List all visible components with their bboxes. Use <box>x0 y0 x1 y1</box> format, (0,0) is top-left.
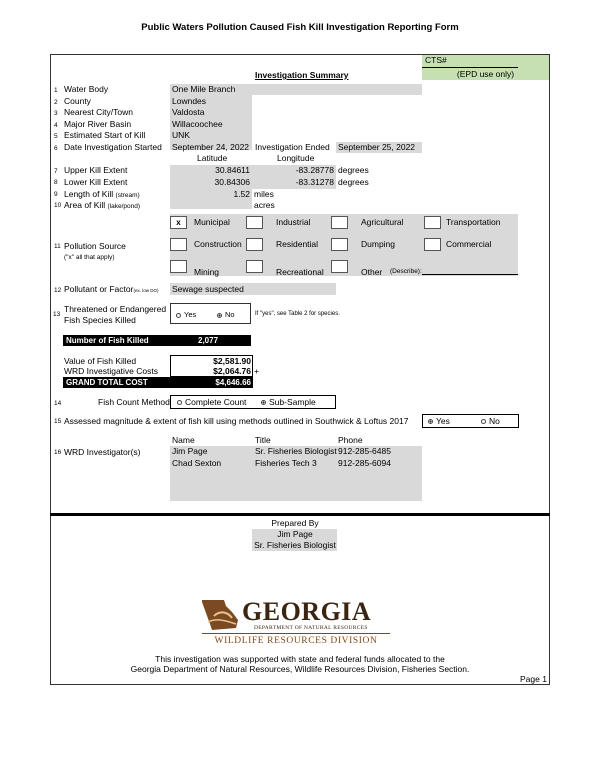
pollutant-value: Sewage suspected <box>172 284 244 294</box>
other-line <box>422 274 518 275</box>
magnitude-no[interactable] <box>481 416 500 427</box>
prepared-name: Jim Page <box>277 529 313 539</box>
area-unit: acres <box>254 200 275 210</box>
field-label: Major River Basin <box>64 118 132 129</box>
pollution-checkbox[interactable] <box>246 216 263 229</box>
field-label: Estimated Start of Kill <box>64 130 146 140</box>
pollution-label: Pollution Source <box>64 241 126 251</box>
latitude-label: Latitude <box>197 153 228 163</box>
field-value: Valdosta <box>172 107 205 117</box>
count-method-label: Fish Count Method <box>98 397 170 407</box>
row-number: 14 <box>54 400 62 407</box>
row-number: 4 <box>54 121 58 129</box>
pollution-checkbox[interactable] <box>246 238 263 251</box>
epd-note: (EPD use only) <box>456 69 515 79</box>
count-subsample-label: Sub-Sample <box>269 397 316 407</box>
field-value: Willacoochee <box>172 118 223 129</box>
investigator-name: Chad Sexton <box>172 458 222 468</box>
value-label: Value of Fish Killed <box>64 356 137 366</box>
row-number: 12 <box>54 287 62 294</box>
georgia-logo <box>198 598 394 650</box>
length-sub: (stream) <box>115 192 140 199</box>
area-label <box>64 200 140 212</box>
footer-line-2: Georgia Department of Natural Resources, Wildlife Resources Division, Fisheries Section. <box>130 664 470 674</box>
pollution-option-label: Recreational <box>276 267 324 277</box>
georgia-map-icon <box>198 598 240 634</box>
magnitude-label: Assessed magnitude & extent of fish kill using methods outlined in Southwick & Loftus 2017 <box>64 416 409 426</box>
pollution-option-label: Residential <box>276 239 319 249</box>
radio-icon <box>177 400 182 405</box>
form-title: Public Waters Pollution Caused Fish Kill Investigation Reporting Form <box>141 22 459 33</box>
pollution-checkbox[interactable] <box>331 238 348 251</box>
prepared-title: Sr. Fisheries Biologist <box>254 540 336 550</box>
row-number: 11 <box>54 243 61 250</box>
endangered-no-label: No <box>225 310 235 319</box>
radio-icon <box>481 419 486 424</box>
cts-label: CTS# <box>425 55 447 65</box>
grand-total-amount: $4,646.66 <box>215 378 251 387</box>
row-number: 5 <box>54 133 58 140</box>
endangered-yes-label: Yes <box>184 310 197 319</box>
value-amount: $2,581.90 <box>213 356 251 366</box>
logo-division: WILDLIFE RESOURCES DIVISION <box>214 636 378 646</box>
upper-unit: degrees <box>338 165 369 175</box>
row-number: 8 <box>54 179 58 186</box>
pollution-checkbox[interactable]: x <box>170 216 187 229</box>
fish-killed-value: 2,077 <box>198 336 219 345</box>
row-number: 15 <box>54 418 62 425</box>
logo-word: GEORGIA <box>242 597 372 626</box>
area-label-text: Area of Kill <box>64 200 106 210</box>
field-label: Nearest City/Town <box>64 107 133 117</box>
longitude-label: Longitude <box>277 153 315 163</box>
field-value: September 24, 2022 <box>172 141 250 152</box>
plus-sign: + <box>254 366 259 376</box>
col-phone: Phone <box>338 435 363 445</box>
investigator-name: Jim Page <box>172 446 208 456</box>
pollution-checkbox[interactable] <box>246 260 263 273</box>
endangered-yes[interactable] <box>176 309 196 320</box>
row-number: 13 <box>53 311 61 318</box>
radio-icon <box>176 313 181 318</box>
endangered-label-2: Fish Species Killed <box>64 315 136 325</box>
investigators-label: WRD Investigator(s) <box>64 447 141 457</box>
upper-kill-label: Upper Kill Extent <box>64 165 128 175</box>
magnitude-yes[interactable] <box>428 416 450 427</box>
pollution-option-label: Other <box>361 267 383 277</box>
lower-unit: degrees <box>338 177 369 187</box>
field-label: County <box>64 95 91 106</box>
field-value: UNK <box>172 130 190 140</box>
endangered-no[interactable] <box>217 309 235 320</box>
upper-lon: -83.28778 <box>295 165 334 175</box>
pollution-checkbox[interactable] <box>331 260 348 273</box>
count-complete[interactable] <box>177 397 246 408</box>
field-value: Lowndes <box>172 95 207 106</box>
row-number: 9 <box>54 191 58 198</box>
count-complete-label: Complete Count <box>185 397 247 407</box>
footer-line-1: This investigation was supported with state and federal funds allocated to the <box>155 654 445 664</box>
pollution-option-label: Commercial <box>446 239 492 249</box>
pollution-option-label: Industrial <box>276 217 311 227</box>
radio-selected-icon <box>217 313 222 318</box>
magnitude-no-label: No <box>489 416 500 426</box>
pollution-option-label: Agricultural <box>361 217 404 227</box>
upper-lat: 30.84611 <box>215 165 250 175</box>
lower-lon: -83.31278 <box>295 177 334 187</box>
other-describe: (Describe): <box>390 268 422 275</box>
logo-rule <box>202 633 390 634</box>
pollution-option-label: Transportation <box>446 217 501 227</box>
row-number: 1 <box>54 87 58 94</box>
pollution-checkbox[interactable] <box>331 216 348 229</box>
grand-total-label: GRAND TOTAL COST <box>66 378 148 387</box>
pollution-option-label: Mining <box>194 267 220 277</box>
length-value: 1.52 <box>233 189 250 199</box>
investigator-phone: 912-285-6094 <box>338 458 391 468</box>
pollution-checkbox[interactable] <box>170 238 187 251</box>
pollution-checkbox[interactable] <box>424 216 441 229</box>
endangered-label-1: Threatened or Endangered <box>64 304 167 314</box>
investigator-title: Sr. Fisheries Biologist <box>255 446 337 456</box>
investigation-ended-label: Investigation Ended <box>255 142 330 152</box>
row-number: 6 <box>54 144 58 152</box>
field-label: Water Body <box>64 84 109 94</box>
wrd-cost-amount: $2,064.76 <box>213 366 251 376</box>
field-value: One Mile Branch <box>172 84 236 94</box>
radio-selected-icon <box>428 419 433 424</box>
count-subsample[interactable] <box>261 397 316 408</box>
radio-selected-icon <box>261 400 266 405</box>
logo-dept: DEPARTMENT OF NATURAL RESOURCES <box>254 625 368 631</box>
row-number: 7 <box>54 168 58 175</box>
row-number: 2 <box>54 98 58 106</box>
length-label-text: Length of Kill <box>64 189 114 199</box>
magnitude-yes-label: Yes <box>436 416 450 426</box>
lower-lat: 30.84306 <box>214 177 250 187</box>
pollution-option-label: Dumping <box>361 239 396 249</box>
row-number: 3 <box>54 110 58 117</box>
lower-kill-label: Lower Kill Extent <box>64 177 128 187</box>
cts-underline <box>422 67 518 68</box>
investigator-title: Fisheries Tech 3 <box>255 458 317 468</box>
pollution-option-label: Municipal <box>194 217 230 227</box>
row-number: 10 <box>54 202 62 209</box>
pollution-hint: ("x" all that apply) <box>64 254 115 261</box>
pollution-option-label: Construction <box>194 239 242 249</box>
prepared-by-label: Prepared By <box>271 518 319 528</box>
section-divider <box>50 513 550 516</box>
pollution-checkbox[interactable] <box>424 238 441 251</box>
summary-heading: Investigation Summary <box>255 70 349 80</box>
length-unit: miles <box>254 189 274 199</box>
pollutant-sub: (ex. low DO) <box>133 288 159 293</box>
endangered-note: If "yes", see Table 2 for species. <box>255 311 340 317</box>
pollutant-label <box>64 284 158 296</box>
pollution-checkbox[interactable] <box>170 260 187 273</box>
investigator-phone: 912-285-6485 <box>338 446 391 456</box>
area-sub: (lake/pond) <box>107 203 141 210</box>
fish-killed-label: Number of Fish Killed <box>66 336 149 345</box>
col-name: Name <box>172 435 195 445</box>
col-title: Title <box>255 435 271 445</box>
row-number: 16 <box>54 449 62 456</box>
investigation-ended-value: September 25, 2022 <box>338 142 416 152</box>
field-label: Date Investigation Started <box>64 141 162 152</box>
pollutant-label-text: Pollutant or Factor <box>64 284 134 294</box>
wrd-cost-label: WRD Investigative Costs <box>64 366 158 376</box>
page-number: Page 1 <box>520 674 547 684</box>
